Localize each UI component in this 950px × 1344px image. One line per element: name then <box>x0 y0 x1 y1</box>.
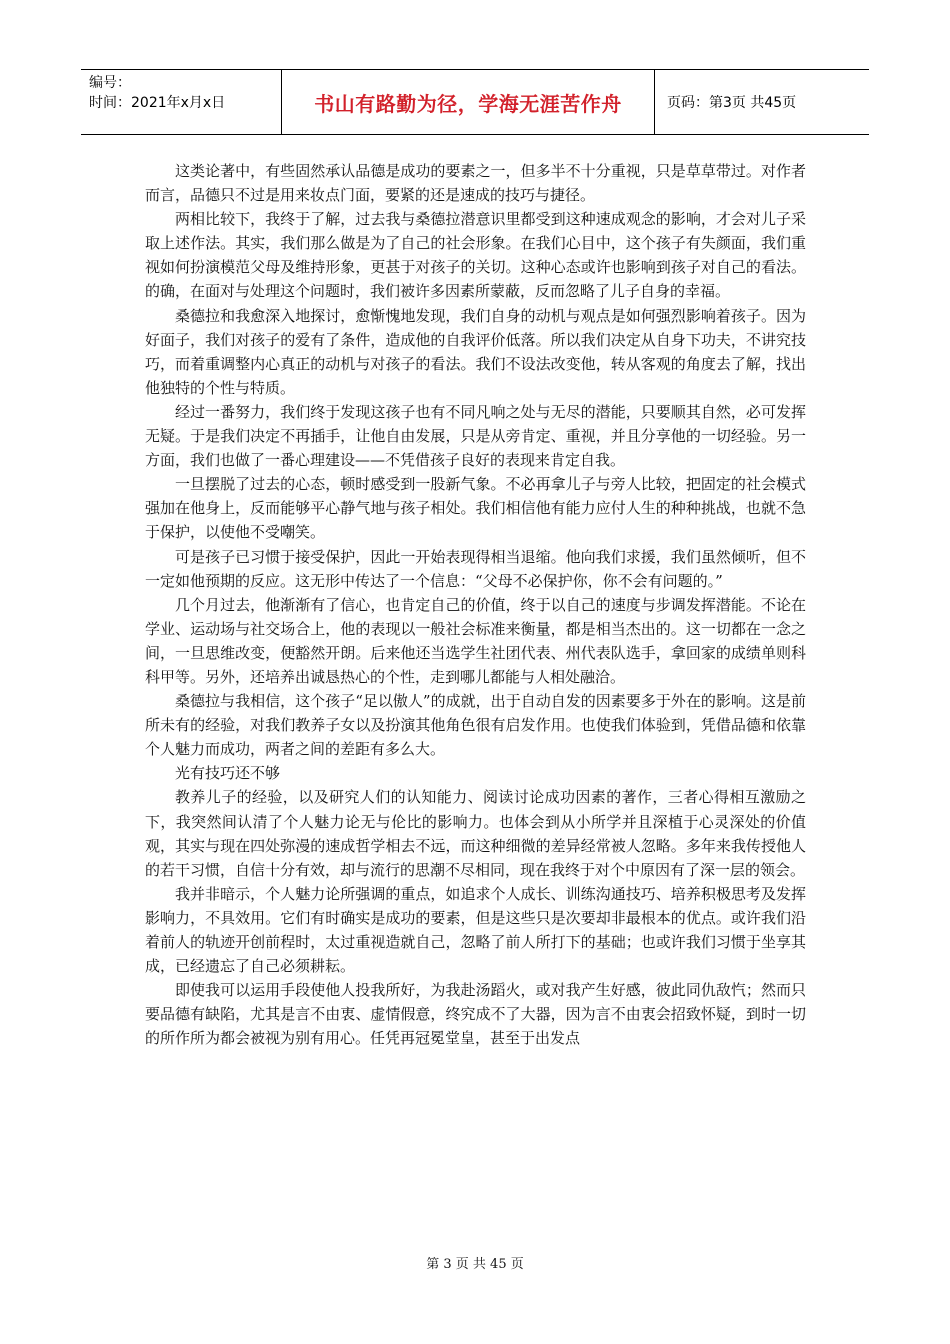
section-heading: 光有技巧还不够 <box>175 764 281 783</box>
page-footer: 第 3 页 共 45 页 <box>426 1257 524 1272</box>
document-number-label: 编号： <box>89 75 131 91</box>
paragraph: 两相比较下，我终于了解，过去我与桑德拉潜意识里都受到这种速成观念的影响，才会对儿子采取上述作法。其实，我们那么做是为了自己的社会形象。在我们心目中，这个孩子有失颜面，我们重视如何扮演模范父母及维持形象，更甚于对孩子的关切。这种心态或许也影响到孩子对自己的看法。的确，在面对与处理这个问题时，我们被许多因素所蒙蔽，反而忽略了儿子自身的幸福。 <box>145 210 806 301</box>
paragraph: 经过一番努力，我们终于发现这孩子也有不同凡响之处与无尽的潜能，只要顺其自然，必可发挥无疑。于是我们决定不再插手，让他自由发展，只是从旁肯定、重视，并且分享他的一切经验。另一方面，我们也做了一番心理建设——不凭借孩子良好的表现来肯定自我。 <box>145 402 806 470</box>
page-header <box>81 69 869 135</box>
header-page-code: 页码：第3页 共45页 <box>667 95 797 111</box>
paragraph: 几个月过去，他渐渐有了信心，也肯定自己的价值，终于以自己的速度与步调发挥潜能。不论在学业、运动场与社交场合上，他的表现以一般社会标准来衡量，都是相当杰出的。这一切都在一念之间，一旦思维改变，便豁然开朗。后来他还当选学生社团代表、州代表队选手，拿回家的成绩单则科科甲等。另外，还培养出诚恳热心的个性，走到哪儿都能与人相处融洽。 <box>145 595 806 686</box>
document-body <box>145 159 806 1050</box>
paragraph: 我并非暗示，个人魅力论所强调的重点，如追求个人成长、训练沟通技巧、培养积极思考及发挥影响力，不具效用。它们有时确实是成功的要素，但是这些只是次要却非最根本的优点。或许我们沿着前人的轨迹开创前程时，太过重视造就自己，忽略了前人所打下的基础；也或许我们习惯于坐享其成，已经遗忘了自己必须耕耘。 <box>145 884 806 976</box>
paragraph: 桑德拉与我相信，这个孩子“足以傲人”的成就，出于自动自发的因素要多于外在的影响。这是前所未有的经验，对我们教养子女以及扮演其他角色很有启发作用。也使我们体验到，凭借品德和依靠个人魅力而成功，两者之间的差距有多么大。 <box>145 692 806 759</box>
header-meta <box>81 70 282 134</box>
document-time-label: 时间：2021年x月x日 <box>89 95 226 111</box>
paragraph: 一旦摆脱了过去的心态，顿时感受到一股新气象。不必再拿儿子与旁人比较，把固定的社会模式强加在他身上，反而能够平心静气地与孩子相处。我们相信他有能力应付人生的种种挑战，也就不急于保护，以使他不受嘲笑。 <box>145 475 806 542</box>
header-motto: 书山有路勤为径，学海无涯苦作舟 <box>282 70 655 134</box>
paragraph: 桑德拉和我愈深入地探讨，愈惭愧地发现，我们自身的动机与观点是如何强烈影响着孩子。因为好面子，我们对孩子的爱有了条件，造成他的自我评价低落。所以我们决定从自身下功夫，不讲究技巧，而着重调整内心真正的动机与对孩子的看法。我们不设法改变他，转从客观的角度去了解，找出他独特的个性与特质。 <box>145 306 806 397</box>
paragraph: 教养儿子的经验，以及研究人们的认知能力、阅读讨论成功因素的著作，三者心得相互激励之下，我突然间认清了个人魅力论无与伦比的影响力。也体会到从小所学并且深植于心灵深处的价值观，其实与现在四处弥漫的速成哲学相去不远，而这种细微的差异经常被人忽略。多年来我传授他人的若干习惯，自信十分有效，却与流行的思潮不尽相同，现在我终于对个中原因有了深一层的领会。 <box>145 788 806 879</box>
paragraph: 可是孩子已习惯于接受保护，因此一开始表现得相当退缩。他向我们求援，我们虽然倾听，但不一定如他预期的反应。这无形中传达了一个信息：“父母不必保护你，你不会有问题的。” <box>145 547 806 590</box>
paragraph: 这类论著中，有些固然承认品德是成功的要素之一，但多半不十分重视，只是草草带过。对作者而言，品德只不过是用来妆点门面，要紧的还是速成的技巧与捷径。 <box>145 162 806 205</box>
paragraph: 即使我可以运用手段使他人投我所好，为我赴汤蹈火，或对我产生好感，彼此同仇敌忾；然而只要品德有缺陷，尤其是言不由衷、虚情假意，终究成不了大器，因为言不由衷会招致怀疑，到时一切的所作所为都会被视为别有用心。任凭再冠冕堂皇，甚至于出发点 <box>145 981 806 1048</box>
